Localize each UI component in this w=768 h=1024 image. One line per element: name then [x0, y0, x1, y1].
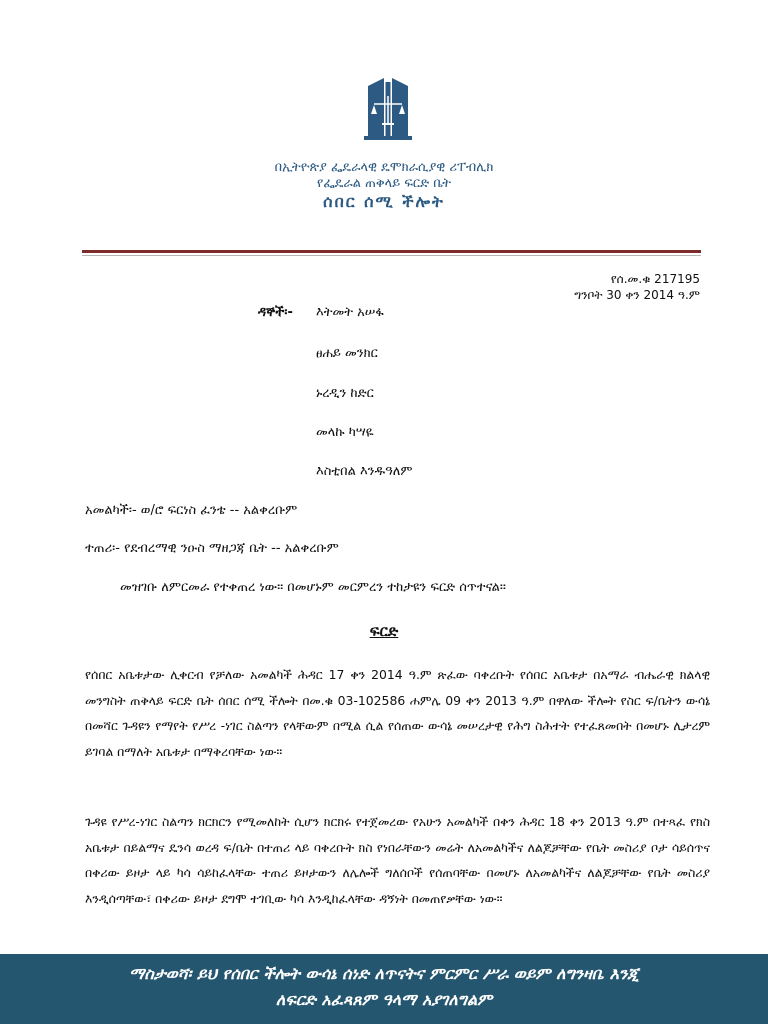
intro-statement: መዝገቡ ለምርመራ የተቀጠረ ነው። በመሆኑም መርምረን ተከታዩን ፍርድ ሰጥተናል።: [120, 580, 506, 595]
judge-name: ፀሐይ መንክር: [316, 346, 378, 361]
disclaimer-line: ለፍርድ አፈጻጸም ዓላማ አያገለግልም: [275, 990, 493, 1009]
header-country-name: በኢትዮጵያ ፌዴራላዊ ዴሞክራሲያዊ ሪፐብሊክ: [274, 160, 494, 175]
header-divider-thin: [82, 255, 701, 256]
verdict-paragraph: የሰበር አቤቱታው ሊቀርብ የቻለው አመልካች ሕዳር 17 ቀን 2014 ዓ.ም ጽፈው ባቀረቡት የሰበር አቤቱታ በአማራ ብሔራዊ ክልላዊ መንግስት ጠቅላይ ፍርድ ቤት ሰበር ሰሚ ችሎት በመ.ቁ 03-102586 ሐምሌ 09 ቀን 2013 ዓ.ም በዋለው ችሎት የስር ፍ/ቤትን ውሳኔ በመሻር ጉዳዩን የማየት የሥረ -ነገር ስልጣን የላቸውም በሚል ሲል የሰጠው ውሳኔ መሠረታዊ የሕግ ስሕተት የተፈጸመበት በመሆኑ ሊታረም ይገባል በማለት አቤቱታ በማቅረባቸው ነው።: [85, 667, 710, 759]
judge-name: እትመት አሠፋ: [316, 305, 384, 320]
disclaimer-footer: [0, 954, 768, 1024]
header-divider: [82, 250, 701, 253]
decision-date: ግንቦት 30 ቀን 2014 ዓ.ም: [574, 288, 700, 302]
case-number: የሰ.መ.ቁ 217195: [610, 272, 700, 286]
judge-name: መላኩ ካሣዬ: [316, 425, 374, 440]
respondent-line: ተጠሪ፡- የደብረማዊ ንዑስ ማዘጋጃ ቤት -- አልቀረቡም: [85, 541, 339, 556]
court-scales-emblem-icon: [364, 76, 412, 146]
header-bench-name: ሰበር ሰሚ ችሎት: [323, 192, 445, 211]
verdict-paragraph: ጉዳዩ የሥረ-ነገር ስልጣን ክርክርን የሚመለከት ሲሆን ክርክሩ የተጀመረው የአሁን አመልካች በቀን ሕዳር 18 ቀን 2013 ዓ.ም በተጻፈ የክስ አቤቱታ በይልማና ዴንሳ ወረዳ ፍ/ቤት በተጠሪ ላይ ባቀረቡት ክስ የነበራቸውን መሬት ለአመልካችና ለልጆቻቸው የቤት መስሪያ ቦታ ሳይሰጥና በቀሪው ይዞታ ላይ ካሳ ሳይከፈላቸው ተጠሪ ይዞታውን ለሌሎች ግለሰቦች የሰጠባቸው በመሆኑ ለአመልካችና ለልጆቻቸው የቤት መስሪያ እንዲሰጣቸው፣ በቀሪው ይዞታ ደግሞ ተገቢው ካሳ እንዲከፈላቸው ዳኝነት በመጠየቃቸው ነው።: [85, 814, 710, 906]
judge-name: እስቲበል እንዱዓለም: [316, 464, 413, 479]
applicant-line: አመልካች፡- ወ/ሮ ፍርነስ ፈንቴ -- አልቀረቡም: [85, 503, 298, 518]
judges-label: ዳኞች፡-: [258, 305, 293, 320]
header-court-name: የፌዴራል ጠቅላይ ፍርድ ቤት: [316, 176, 452, 191]
disclaimer-line: ማስታወሻ፡ ይህ የሰበር ችሎት ውሳኔ ሰነድ ለጥናትና ምርምር ሥራ ወይም ለግንዛቤ እንጂ: [129, 964, 639, 983]
judge-name: ኑረዲን ከድር: [316, 386, 374, 401]
verdict-title: ፍርድ: [369, 622, 399, 640]
